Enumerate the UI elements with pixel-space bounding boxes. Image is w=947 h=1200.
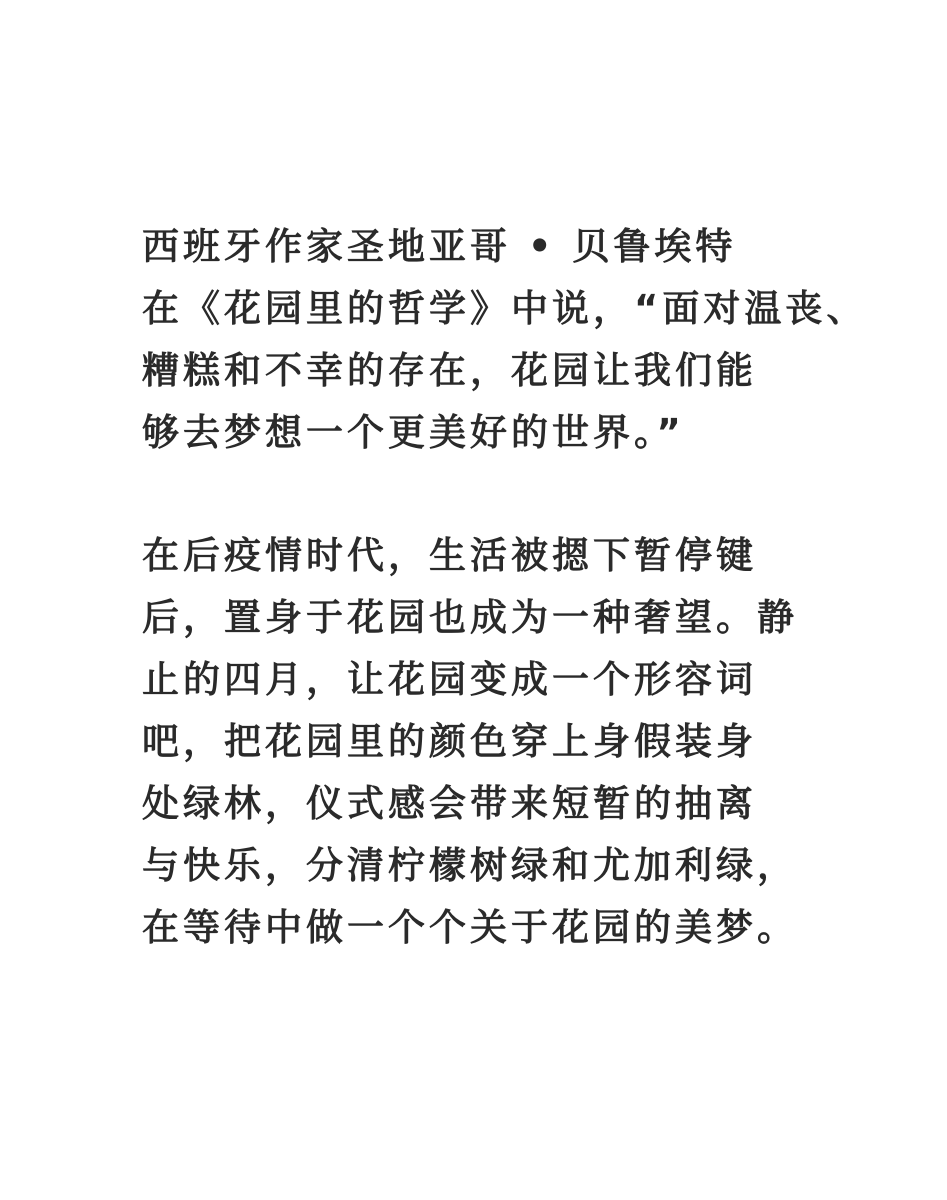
text-line: 与快乐，分清柠檬树绿和尤加利绿，	[142, 844, 798, 887]
text-line: 处绿林，仪式感会带来短暂的抽离	[142, 782, 757, 825]
text-line: 够去梦想一个更美好的世界。”	[142, 411, 685, 454]
text-line: 糟糕和不幸的存在，花园让我们能	[142, 349, 757, 392]
text-line: 止的四月，让花园变成一个形容词	[142, 658, 757, 701]
paragraph-quote	[142, 216, 868, 464]
text-line: 西班牙作家圣地亚哥 • 贝鲁埃特	[142, 225, 737, 268]
text-line: 在《花园里的哲学》中说，“面对温丧、	[142, 287, 868, 330]
text-line: 在等待中做一个个关于花园的美梦。	[142, 906, 798, 949]
text-line: 后，置身于花园也成为一种奢望。静	[142, 596, 798, 639]
paragraph-body	[142, 525, 842, 959]
text-line: 在后疫情时代，生活被摁下暂停键	[142, 534, 757, 577]
text-line: 吧，把花园里的颜色穿上身假装身	[142, 720, 757, 763]
